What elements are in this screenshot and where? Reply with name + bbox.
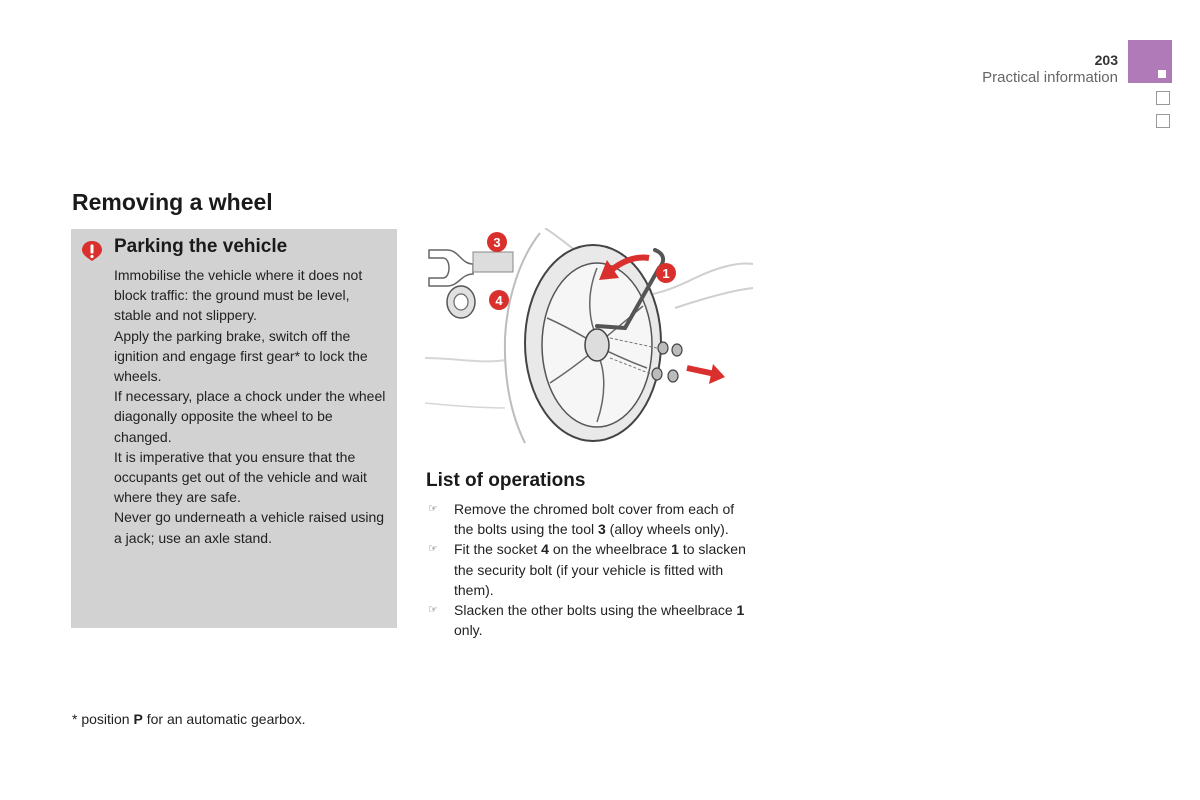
section-nav-box <box>1156 91 1170 105</box>
wheel-removal-illustration <box>425 228 753 456</box>
svg-text:3: 3 <box>493 235 501 250</box>
pointing-hand-icon: ☞ <box>428 543 438 556</box>
operations-title: List of operations <box>426 470 586 491</box>
callout-3 <box>487 232 507 252</box>
exclamation-pin-icon <box>81 240 103 262</box>
car-body-line <box>675 288 753 308</box>
removal-arrow <box>687 368 715 374</box>
car-body-line <box>425 358 505 361</box>
tool-3-bolt-cover-remover <box>429 250 473 286</box>
list-item: ☞ Fit the socket 4 on the wheelbrace 1 to slacken the security bolt (if your vehicle is fitted with them). <box>428 541 746 598</box>
warning-paragraph: It is imperative that you ensure that the occupants get out of the vehicle and wait where they are safe. <box>114 448 367 506</box>
warning-paragraph: Immobilise the vehicle where it does not block traffic: the ground must be level, stable and not slippery. <box>114 267 363 324</box>
section-tab-marker <box>1128 40 1172 83</box>
page-number: 203 <box>1094 52 1118 68</box>
svg-text:1: 1 <box>662 266 670 281</box>
warning-paragraph: Apply the parking brake, switch off the ignition and engage first gear* to lock the wheels. <box>114 327 368 385</box>
warning-box <box>71 229 397 628</box>
tab-marker-dot <box>1158 70 1166 78</box>
callout-1 <box>656 263 676 283</box>
page-title: Removing a wheel <box>72 189 273 215</box>
callout-4 <box>489 290 509 310</box>
svg-text:4: 4 <box>495 293 503 308</box>
section-nav-box <box>1156 114 1170 128</box>
operations-list <box>426 499 752 640</box>
pointing-hand-icon: ☞ <box>428 604 438 617</box>
footnote: * position P for an automatic gearbox. <box>72 711 306 727</box>
list-item: ☞ Remove the chromed bolt cover from each of the bolts using the tool 3 (alloy wheels only). <box>428 501 735 538</box>
warning-paragraph: Never go underneath a vehicle raised using a jack; use an axle stand. <box>114 509 385 546</box>
warning-title: Parking the vehicle <box>114 236 288 257</box>
section-title: Practical information <box>982 69 1118 86</box>
car-body-line <box>425 403 505 408</box>
warning-body <box>114 265 386 548</box>
list-item: ☞ Slacken the other bolts using the wheelbrace 1 only. <box>428 602 745 639</box>
wheel-hub <box>585 329 609 361</box>
warning-paragraph: If necessary, place a chock under the wheel diagonally opposite the wheel to be changed. <box>114 388 386 445</box>
pointing-hand-icon: ☞ <box>428 503 438 515</box>
tool-3-handle <box>473 252 513 272</box>
